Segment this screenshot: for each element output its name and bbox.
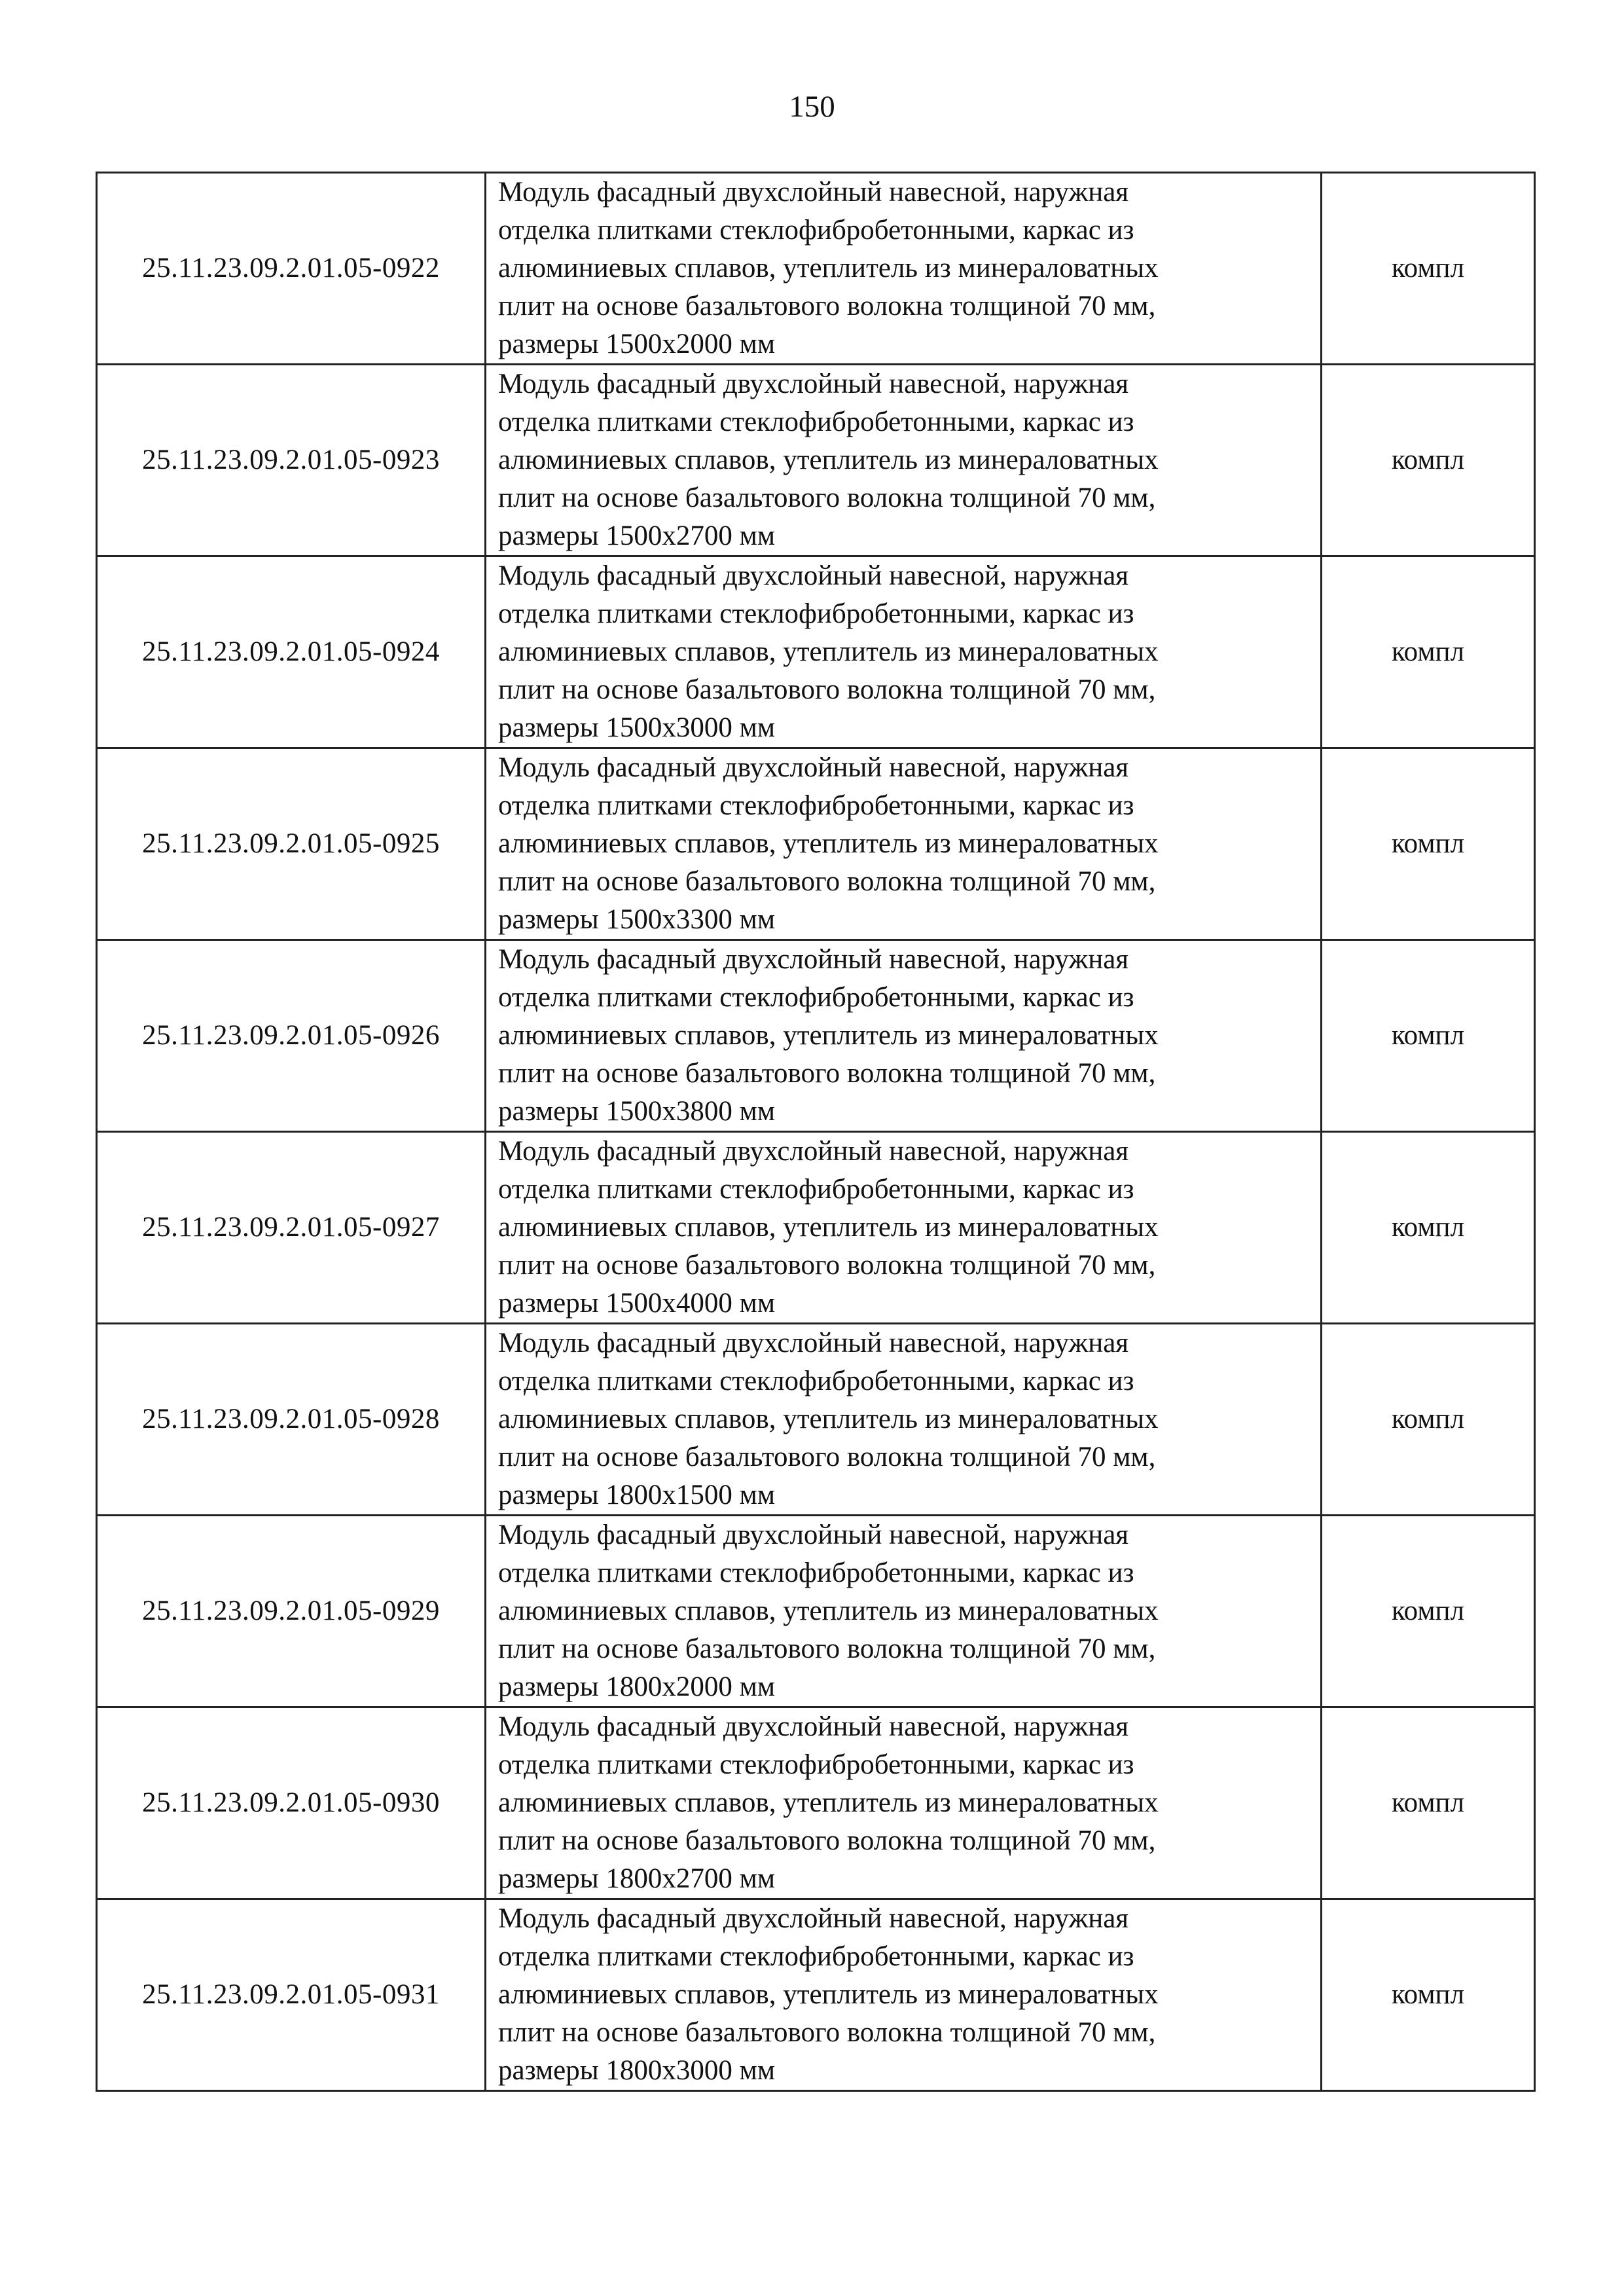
- resource-code-cell: 25.11.23.09.2.01.05-0925: [97, 748, 486, 940]
- page-number: 150: [789, 90, 835, 124]
- description-line: Модуль фасадный двухслойный навесной, наружная: [498, 560, 1129, 591]
- description-line: отделка плитками стеклофибробетонными, каркас из: [498, 1749, 1134, 1780]
- description-line: плит на основе базальтового волокна толщиной 70 мм,: [498, 483, 1156, 513]
- description-line: Модуль фасадный двухслойный навесной, наружная: [498, 752, 1129, 783]
- description-line: Модуль фасадный двухслойный навесной, наружная: [498, 944, 1129, 975]
- table-row: [97, 1516, 1535, 1707]
- unit-cell: компл: [1322, 940, 1535, 1132]
- resource-table: [96, 172, 1536, 2092]
- description-line: плит на основе базальтового волокна толщиной 70 мм,: [498, 866, 1156, 897]
- unit-cell: компл: [1322, 365, 1535, 556]
- table-row: [97, 173, 1535, 365]
- table-body: [97, 173, 1535, 2091]
- description-line: плит на основе базальтового волокна толщиной 70 мм,: [498, 1825, 1156, 1856]
- description-line: размеры 1500x3000 мм: [498, 712, 776, 743]
- table-row: [97, 1707, 1535, 1899]
- resource-description-cell: [486, 173, 1322, 365]
- description-line: размеры 1500x2000 мм: [498, 329, 776, 359]
- table-row: [97, 1324, 1535, 1516]
- description-line: размеры 1500x4000 мм: [498, 1288, 776, 1319]
- description-line: Модуль фасадный двухслойный навесной, наружная: [498, 1711, 1129, 1742]
- resource-code-cell: 25.11.23.09.2.01.05-0930: [97, 1707, 486, 1899]
- description-line: размеры 1500x2700 мм: [498, 520, 776, 551]
- description-line: плит на основе базальтового волокна толщиной 70 мм,: [498, 674, 1156, 705]
- description-line: плит на основе базальтового волокна толщиной 70 мм,: [498, 291, 1156, 321]
- description-line: Модуль фасадный двухслойный навесной, наружная: [498, 177, 1129, 208]
- resource-code-cell: 25.11.23.09.2.01.05-0928: [97, 1324, 486, 1516]
- description-line: размеры 1800x2000 мм: [498, 1671, 776, 1702]
- unit-cell: компл: [1322, 748, 1535, 940]
- resource-code-cell: 25.11.23.09.2.01.05-0926: [97, 940, 486, 1132]
- description-line: плит на основе базальтового волокна толщиной 70 мм,: [498, 1250, 1156, 1281]
- table-row: [97, 556, 1535, 748]
- description-line: отделка плитками стеклофибробетонными, каркас из: [498, 1558, 1134, 1588]
- description-line: отделка плитками стеклофибробетонными, каркас из: [498, 982, 1134, 1013]
- description-line: размеры 1800x1500 мм: [498, 1480, 776, 1510]
- table-row: [97, 940, 1535, 1132]
- description-line: алюминиевых сплавов, утеплитель из минераловатных: [498, 1404, 1159, 1434]
- resource-description-cell: [486, 365, 1322, 556]
- description-line: алюминиевых сплавов, утеплитель из минераловатных: [498, 1020, 1159, 1051]
- resource-code-cell: 25.11.23.09.2.01.05-0922: [97, 173, 486, 365]
- description-line: отделка плитками стеклофибробетонными, каркас из: [498, 1941, 1134, 1972]
- description-line: размеры 1500x3800 мм: [498, 1096, 776, 1127]
- description-line: плит на основе базальтового волокна толщиной 70 мм,: [498, 2017, 1156, 2048]
- resource-code-cell: 25.11.23.09.2.01.05-0929: [97, 1516, 486, 1707]
- description-line: отделка плитками стеклофибробетонными, каркас из: [498, 215, 1134, 246]
- table-row: [97, 748, 1535, 940]
- unit-cell: компл: [1322, 1899, 1535, 2091]
- resource-description-cell: [486, 940, 1322, 1132]
- description-line: отделка плитками стеклофибробетонными, каркас из: [498, 1174, 1134, 1205]
- description-line: алюминиевых сплавов, утеплитель из минераловатных: [498, 1595, 1159, 1626]
- resource-code-cell: 25.11.23.09.2.01.05-0931: [97, 1899, 486, 2091]
- description-line: Модуль фасадный двухслойный навесной, наружная: [498, 1520, 1129, 1550]
- unit-cell: компл: [1322, 173, 1535, 365]
- description-line: отделка плитками стеклофибробетонными, каркас из: [498, 1366, 1134, 1396]
- resource-description-cell: [486, 1516, 1322, 1707]
- resource-description-cell: [486, 1707, 1322, 1899]
- description-line: алюминиевых сплавов, утеплитель из минераловатных: [498, 1212, 1159, 1243]
- description-line: отделка плитками стеклофибробетонными, каркас из: [498, 598, 1134, 629]
- description-line: Модуль фасадный двухслойный навесной, наружная: [498, 1903, 1129, 1934]
- description-line: Модуль фасадный двухслойный навесной, наружная: [498, 1328, 1129, 1358]
- unit-cell: компл: [1322, 1324, 1535, 1516]
- description-line: плит на основе базальтового волокна толщиной 70 мм,: [498, 1633, 1156, 1664]
- description-line: Модуль фасадный двухслойный навесной, наружная: [498, 369, 1129, 399]
- resource-description-cell: [486, 556, 1322, 748]
- description-line: размеры 1500x3300 мм: [498, 904, 776, 935]
- unit-cell: компл: [1322, 1707, 1535, 1899]
- unit-cell: компл: [1322, 556, 1535, 748]
- description-line: алюминиевых сплавов, утеплитель из минераловатных: [498, 636, 1159, 667]
- resource-code-cell: 25.11.23.09.2.01.05-0924: [97, 556, 486, 748]
- unit-cell: компл: [1322, 1516, 1535, 1707]
- unit-cell: компл: [1322, 1132, 1535, 1324]
- table-row: [97, 1132, 1535, 1324]
- table-row: [97, 365, 1535, 556]
- description-line: плит на основе базальтового волокна толщиной 70 мм,: [498, 1058, 1156, 1089]
- description-line: размеры 1800x2700 мм: [498, 1863, 776, 1894]
- description-line: алюминиевых сплавов, утеплитель из минераловатных: [498, 445, 1159, 475]
- table-row: [97, 1899, 1535, 2091]
- description-line: размеры 1800x3000 мм: [498, 2055, 776, 2086]
- description-line: отделка плитками стеклофибробетонными, каркас из: [498, 407, 1134, 437]
- resource-description-cell: [486, 1132, 1322, 1324]
- description-line: Модуль фасадный двухслойный навесной, наружная: [498, 1136, 1129, 1167]
- description-line: отделка плитками стеклофибробетонными, каркас из: [498, 790, 1134, 821]
- resource-code-cell: 25.11.23.09.2.01.05-0923: [97, 365, 486, 556]
- resource-description-cell: [486, 1899, 1322, 2091]
- description-line: алюминиевых сплавов, утеплитель из минераловатных: [498, 828, 1159, 859]
- description-line: алюминиевых сплавов, утеплитель из минераловатных: [498, 1787, 1159, 1818]
- resource-code-cell: 25.11.23.09.2.01.05-0927: [97, 1132, 486, 1324]
- resource-description-cell: [486, 748, 1322, 940]
- description-line: алюминиевых сплавов, утеплитель из минераловатных: [498, 253, 1159, 283]
- description-line: алюминиевых сплавов, утеплитель из минераловатных: [498, 1979, 1159, 2010]
- resource-description-cell: [486, 1324, 1322, 1516]
- description-line: плит на основе базальтового волокна толщиной 70 мм,: [498, 1442, 1156, 1472]
